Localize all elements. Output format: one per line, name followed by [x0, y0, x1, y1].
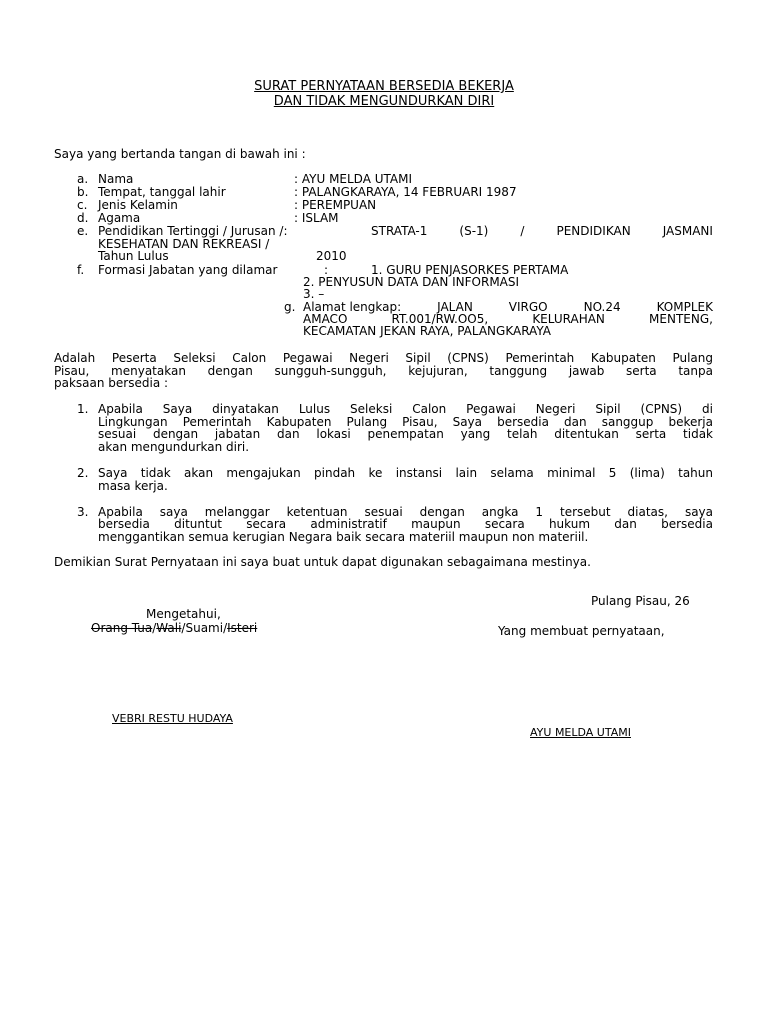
field-label-formasi: Formasi Jabatan yang dilamar — [98, 263, 278, 277]
right-sign-name: AYU MELDA UTAMI — [530, 726, 631, 739]
statement-3-line: Apabila saya melanggar ketentuan sesuai dengan angka 1 tersebut diatas, saya — [98, 505, 713, 519]
word: KOMPLEK — [656, 300, 713, 314]
field-marker: c. — [77, 198, 88, 212]
statement-2-line: Saya tidak akan mengajukan pindah ke instansi lain selama minimal 5 (lima) tahun — [98, 466, 713, 480]
right-sign-heading: Yang membuat pernyataan, — [498, 624, 665, 638]
statement-number: 2. — [77, 466, 89, 480]
field-value-pendidikan-line-2: KESEHATAN DAN REKREASI / — [98, 237, 270, 251]
statement-1-line: Lingkungan Pemerintah Kabupaten Pulang Pisau, Saya bersedia dan sanggup bekerja — [98, 415, 713, 429]
word: VIRGO — [508, 300, 548, 314]
field-value-alamat-line-3: KECAMATAN JEKAN RAYA, PALANGKARAYA — [303, 324, 551, 338]
statement-2-line: masa kerja. — [98, 479, 168, 493]
field-value-ttl: : PALANGKARAYA, 14 FEBRUARI 1987 — [294, 185, 517, 199]
field-marker: e. — [77, 224, 89, 238]
statement-number: 1. — [77, 402, 89, 416]
statement-1-line: Apabila Saya dinyatakan Lulus Seleksi Calon Pegawai Negeri Sipil (CPNS) di — [98, 402, 713, 416]
field-label-agama: Agama — [98, 211, 141, 225]
field-value-jenis-kelamin: : PEREMPUAN — [294, 198, 377, 212]
word: STRATA-1 — [371, 224, 428, 238]
statement-1-line: sesuai dengan jabatan dan lokasi penempatan yang telah ditentukan serta tidak — [98, 427, 713, 441]
word: (S-1) — [459, 224, 489, 238]
role-part-struck: Orang Tua — [91, 621, 153, 635]
field-marker: b. — [77, 185, 89, 199]
closing-text: Demikian Surat Pernyataan ini saya buat untuk dapat digunakan sebagaimana mestinya. — [54, 555, 591, 569]
word: Alamat lengkap: — [303, 300, 402, 314]
place-date: Pulang Pisau, 26 — [591, 594, 690, 608]
word: MENTENG, — [649, 312, 713, 326]
document-title-line-1: SURAT PERNYATAAN BERSEDIA BEKERJA — [254, 79, 514, 94]
field-marker: f. — [77, 263, 85, 277]
field-value-tahun-lulus: 2010 — [316, 249, 347, 263]
field-value-agama: : ISLAM — [294, 211, 339, 225]
field-label-jenis-kelamin: Jenis Kelamin — [98, 198, 178, 212]
field-marker: d. — [77, 211, 89, 225]
word: PENDIDIKAN — [556, 224, 631, 238]
field-value-pendidikan — [371, 225, 713, 238]
statement-number: 3. — [77, 505, 89, 519]
field-label-tahun-lulus: Tahun Lulus — [98, 249, 169, 263]
word: RT.001/RW.OO5, — [391, 312, 489, 326]
word: JASMANI — [662, 224, 713, 238]
paragraph-line-1: Adalah Peserta Seleksi Calon Pegawai Negeri Sipil (CPNS) Pemerintah Kabupaten Pulang — [54, 351, 713, 365]
field-label-nama: Nama — [98, 172, 134, 186]
field-label-ttl: Tempat, tanggal lahir — [98, 185, 226, 199]
field-marker: a. — [77, 172, 89, 186]
formasi-option-2: 2. PENYUSUN DATA DAN INFORMASI — [303, 275, 520, 289]
formasi-option-3: 3. – — [303, 287, 325, 301]
paragraph-line-2: Pisau, menyatakan dengan sungguh-sungguh, kejujuran, tanggung jawab serta tanpa — [54, 364, 713, 378]
left-sign-role — [91, 622, 257, 635]
role-part-struck: Wali — [156, 621, 182, 635]
field-label-pendidikan: Pendidikan Tertinggi / Jurusan /: — [98, 224, 288, 238]
word: NO.24 — [583, 300, 621, 314]
left-sign-name: VEBRI RESTU HUDAYA — [112, 712, 233, 725]
field-marker: g. — [284, 300, 296, 314]
statement-3-line: menggantikan semua kerugian Negara baik secara materiil maupun non materiil. — [98, 530, 589, 544]
word: KELURAHAN — [532, 312, 605, 326]
formasi-option-1: 1. GURU PENJASORKES PERTAMA — [371, 263, 569, 277]
statement-3-line: bersedia dituntut secara administratif maupun secara hukum dan bersedia — [98, 517, 713, 531]
role-part: / — [152, 621, 157, 635]
paragraph-line-3: paksaan bersedia : — [54, 376, 169, 390]
field-value-nama: : AYU MELDA UTAMI — [294, 172, 413, 186]
left-sign-heading: Mengetahui, — [146, 607, 221, 621]
document-title-line-2: DAN TIDAK MENGUNDURKAN DIRI — [273, 94, 495, 109]
field-colon: : — [324, 263, 329, 277]
word: JALAN — [437, 300, 473, 314]
word: / — [520, 224, 525, 238]
role-part-struck: Isteri — [227, 621, 258, 635]
role-part: /Suami/ — [181, 621, 228, 635]
statement-1-line: akan mengundurkan diri. — [98, 440, 250, 454]
word: AMACO — [303, 312, 348, 326]
intro-text: Saya yang bertanda tangan di bawah ini : — [54, 147, 306, 161]
